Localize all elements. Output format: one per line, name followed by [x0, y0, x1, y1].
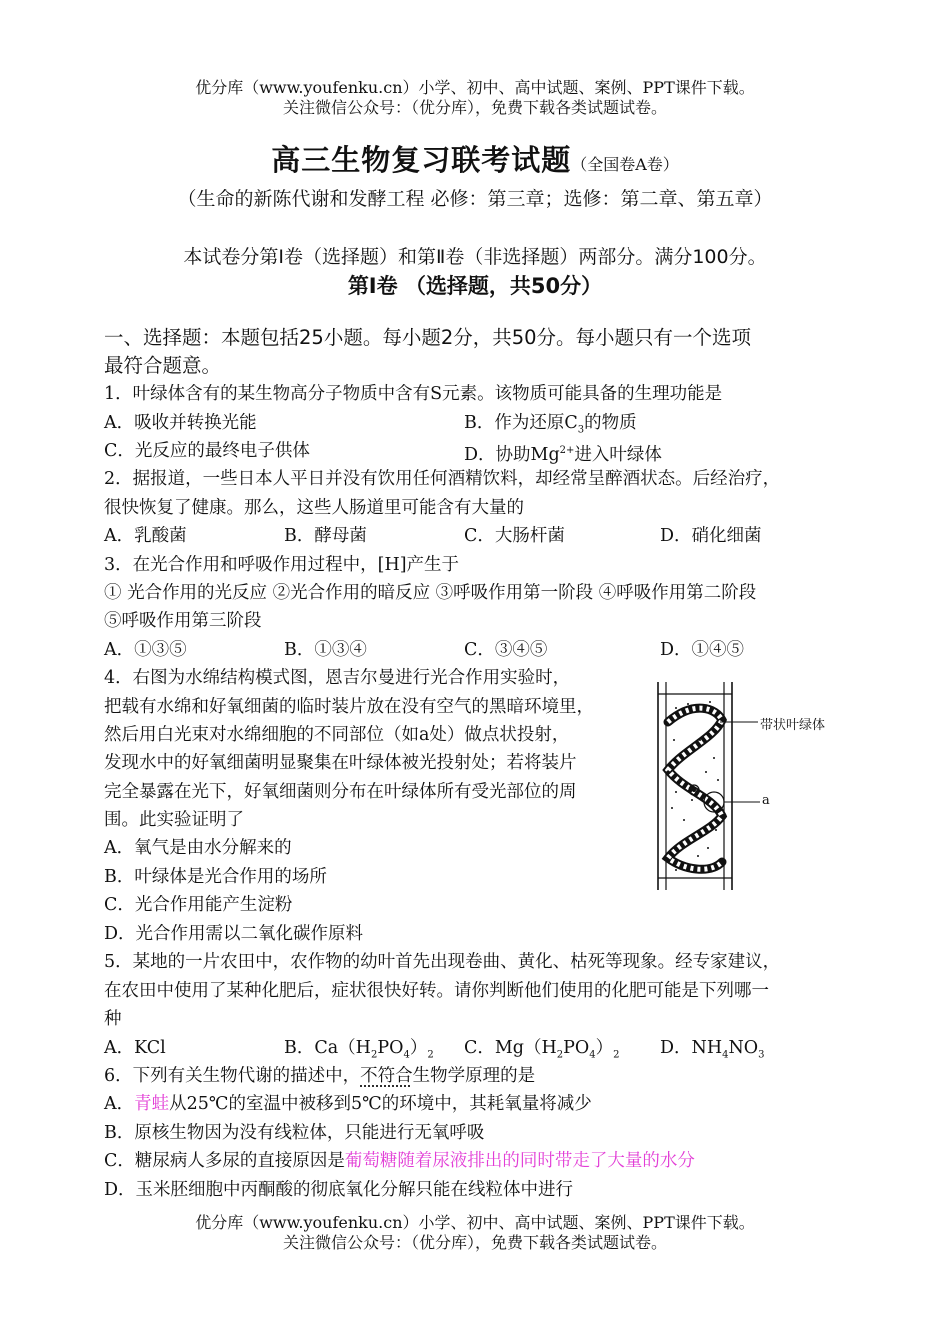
q4-stem-line-6: 围。此实验证明了 — [104, 810, 244, 830]
q2-option-a: A．乳酸菌 — [104, 526, 187, 546]
title-note: （全国卷A卷） — [571, 155, 679, 174]
q3-option-b: B．①③④ — [284, 640, 367, 660]
q6-emphasis: 不符合 — [360, 1066, 413, 1086]
q6-option-b: B．原核生物因为没有线粒体，只能进行无氧呼吸 — [104, 1123, 485, 1143]
footer-line-1: 优分库（www.youfenku.cn）小学、初中、高中试题、案例、PPT课件下载。 — [195, 1213, 755, 1232]
q4-option-b: B．叶绿体是光合作用的场所 — [104, 867, 327, 887]
q2-stem-line-2: 很快恢复了健康。那么，这些人肠道里可能含有大量的 — [104, 498, 524, 518]
intro-line: 本试卷分第Ⅰ卷（选择题）和第Ⅱ卷（非选择题）两部分。满分100分。 — [183, 246, 767, 268]
q4-option-c: C．光合作用能产生淀粉 — [104, 895, 293, 915]
q1-stem: 1．叶绿体含有的某生物高分子物质中含有S元素。该物质可能具备的生理功能是 — [104, 384, 723, 404]
q4-option-d: D．光合作用需以二氧化碳作原料 — [104, 924, 364, 944]
q2-stem-line-1: 2．据报道，一些日本人平日并没有饮用任何酒精饮料，却经常呈醉酒状态。后经治疗， — [104, 469, 781, 489]
q2-option-c: C．大肠杆菌 — [464, 526, 565, 546]
section-heading — [104, 324, 864, 380]
q6-option-a-highlight: 青蛙 — [134, 1094, 170, 1114]
nucleolus — [692, 788, 696, 792]
q3-option-c: C．③④⑤ — [464, 640, 548, 660]
q5-option-b: B．$Ca(H_2PO_4)_2$ — [284, 1038, 434, 1061]
q1-option-a: A．吸收并转换光能 — [104, 413, 257, 433]
q3-items-line-2: ⑤呼吸作用第三阶段 — [104, 611, 262, 631]
q6-option-c-highlight: 葡萄糖随着尿液排出的同时带走了大量的水分 — [344, 1151, 695, 1171]
q4-stem-line-5: 完全暴露在光下，好氧细菌则分布在叶绿体所有受光部位的周 — [104, 782, 577, 802]
q5-option-c: C．$Mg(H_2PO_4)_2$ — [464, 1038, 620, 1061]
q1-option-b: B．作为还原$C_3$的物质 — [464, 413, 637, 436]
q5-stem-line-2: 在农田中使用了某种化肥后，症状很快好转。请你判断他们使用的化肥可能是下列哪一 — [104, 981, 769, 1001]
header-line-1: 优分库（www.youfenku.cn）小学、初中、高中试题、案例、PPT课件下载。 — [195, 78, 755, 97]
q5-option-d: D．$NH_4NO_3$ — [660, 1038, 765, 1061]
section-heading-line-1: 一、选择题：本题包括25小题。每小题2分，共50分。每小题只有一个选项 — [104, 326, 752, 349]
q4-stem-line-4: 发现水中的好氧细菌明显聚集在叶绿体被光投射处；若将装片 — [104, 753, 577, 773]
title-row — [0, 138, 950, 179]
q4-stem-line-2: 把载有水绵和好氧细菌的临时装片放在没有空气的黑暗环境里， — [104, 697, 594, 717]
label-chloroplast: 带状叶绿体 — [760, 718, 826, 733]
q3-option-a: A．①③⑤ — [104, 640, 187, 660]
q6-option-c: C．糖尿病人多尿的直接原因是葡萄糖随着尿液排出的同时带走了大量的水分 — [104, 1151, 695, 1171]
q1-option-c: C．光反应的最终电子供体 — [104, 441, 310, 461]
q5-stem-line-3: 种 — [104, 1009, 122, 1029]
footer-line-2: 关注微信公众号：（优分库），免费下载各类试题试卷。 — [282, 1233, 667, 1252]
q5-stem-line-1: 5．某地的一片农田中，农作物的幼叶首先出现卷曲、黄化、枯死等现象。经专家建议， — [104, 952, 781, 972]
q1-option-d: D．协助$Mg^{2+}$进入叶绿体 — [464, 444, 662, 465]
q6-option-d: D．玉米胚细胞中丙酮酸的彻底氧化分解只能在线粒体中进行 — [104, 1180, 574, 1200]
header-line-2: 关注微信公众号：（优分库），免费下载各类试题试卷。 — [282, 98, 667, 117]
q3-items-line-1: ① 光合作用的光反应 ②光合作用的暗反应 ③呼吸作用第一阶段 ④呼吸作用第二阶段 — [104, 583, 757, 603]
q4-stem-line-1: 4．右图为水绵结构模式图，恩吉尔曼进行光合作用实验时， — [104, 668, 571, 688]
subtitle: （生命的新陈代谢和发酵工程 必修：第三章；选修：第二章、第五章） — [177, 188, 773, 210]
label-a: a — [762, 793, 770, 808]
section-heading-line-2: 最符合题意。 — [104, 354, 222, 377]
q4-stem-line-3: 然后用白光束对水绵细胞的不同部位（如a处）做点状投射， — [104, 725, 570, 745]
q4-option-a: A．氧气是由水分解来的 — [104, 838, 292, 858]
spirogyra-svg — [654, 680, 850, 892]
q3-stem: 3．在光合作用和呼吸作用过程中，[H]产生于 — [104, 555, 460, 575]
q5-option-a: A．KCl — [104, 1038, 166, 1058]
q2-option-b: B．酵母菌 — [284, 526, 367, 546]
page-title: 高三生物复习联考试题 — [271, 143, 572, 177]
q6-option-a: A．青蛙从25℃的室温中被移到5℃的环境中，其耗氧量将减少 — [104, 1094, 592, 1114]
q2-option-d: D．硝化细菌 — [660, 526, 762, 546]
q3-option-d: D．①④⑤ — [660, 640, 745, 660]
spirogyra-diagram — [654, 680, 850, 892]
part-heading: 第Ⅰ卷 （选择题，共50分） — [347, 274, 603, 298]
q6-stem: 6．下列有关生物代谢的描述中，不符合生物学原理的是 — [104, 1066, 536, 1086]
